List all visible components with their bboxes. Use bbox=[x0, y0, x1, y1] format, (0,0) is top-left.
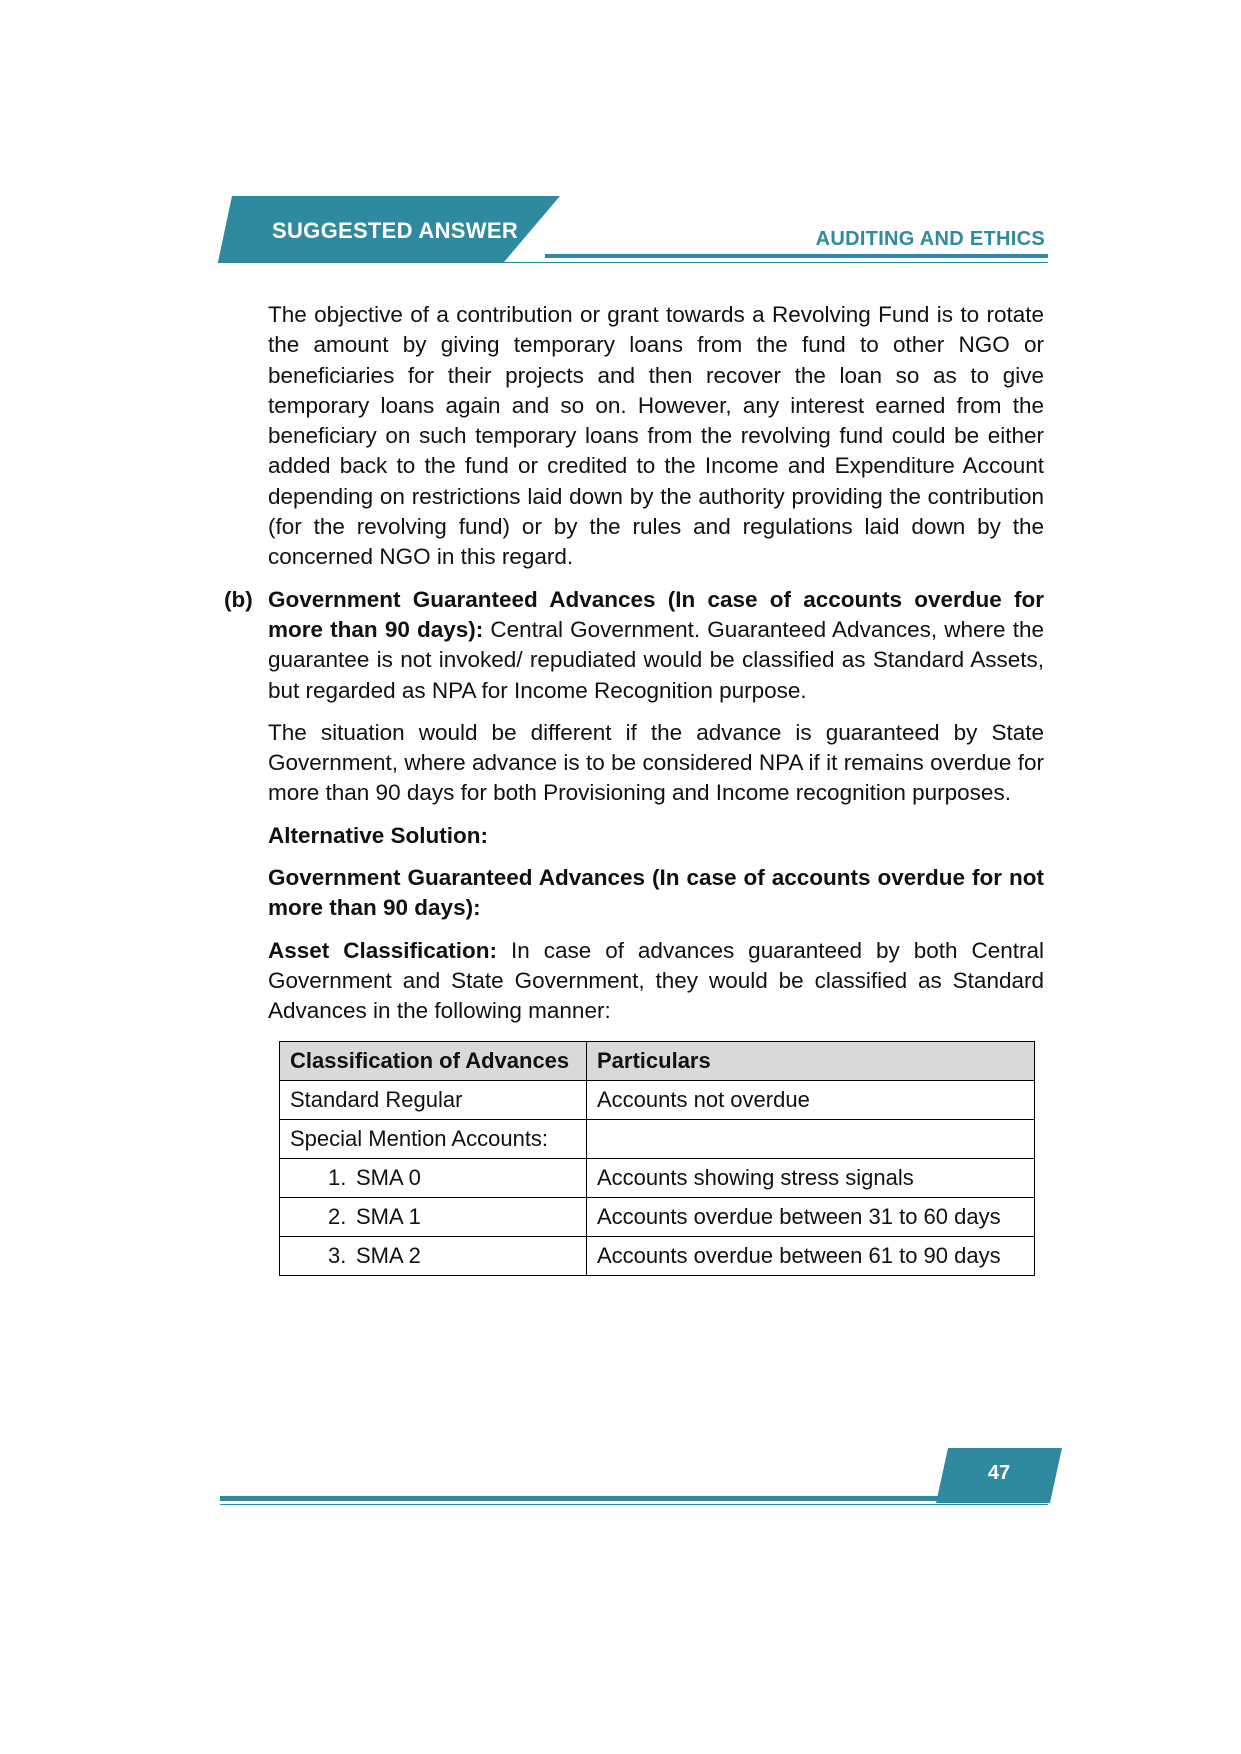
section-title: AUDITING AND ETHICS bbox=[815, 228, 1045, 250]
table-row bbox=[280, 1119, 1035, 1158]
page-number: 47 bbox=[987, 1462, 1011, 1484]
table-row bbox=[280, 1197, 1035, 1236]
cell-classification bbox=[280, 1197, 587, 1236]
item-b bbox=[224, 585, 1044, 706]
sma-label: SMA 2 bbox=[356, 1242, 421, 1268]
header-rule-thin bbox=[218, 262, 1048, 263]
cell-particulars: Accounts not overdue bbox=[587, 1080, 1035, 1119]
header-particulars: Particulars bbox=[587, 1041, 1035, 1080]
cell-particulars: Accounts showing stress signals bbox=[587, 1158, 1035, 1197]
footer-rule bbox=[220, 1496, 940, 1501]
item-b-heading: Government Guaranteed Advances (In case of accounts overdue for more than 90 days): bbox=[268, 586, 1044, 642]
table-header-row bbox=[280, 1041, 1035, 1080]
table-row bbox=[280, 1080, 1035, 1119]
paragraph-state-government: The situation would be different if the advance is guaranteed by State Government, where advance is to be considered NPA if it remains overdue for more than 90 days for both Provisioning and Income recognition purposes. bbox=[268, 719, 1044, 806]
asset-classification-text: In case of advances guaranteed by both Central Government and State Government, they would be classified as Standard Advances in the following manner: bbox=[268, 937, 1044, 1024]
cell-classification: Special Mention Accounts: bbox=[280, 1119, 587, 1158]
footer-rule-thin bbox=[220, 1504, 1048, 1505]
cell-classification: Standard Regular bbox=[280, 1080, 587, 1119]
table-row bbox=[280, 1236, 1035, 1275]
paragraph-revolving-fund: The objective of a contribution or grant towards a Revolving Fund is to rotate the amount by giving temporary loans from the fund to other NGO or beneficiaries for their projects and then recover the loan so as to give temporary loans again and so on. However, any interest earned from the beneficiary on such temporary loans from the revolving fund could be either added back to the fund or credited to the Income and Expenditure Account depending on restrictions laid down by the authority providing the contribution (for the revolving fund) or by the rules and regulations laid down by the concerned NGO in this regard. bbox=[268, 302, 1044, 570]
header-tab-label: SUGGESTED ANSWER bbox=[272, 218, 519, 243]
sma-label: SMA 0 bbox=[356, 1164, 421, 1190]
classification-table bbox=[279, 1041, 1035, 1276]
list-number: 3. bbox=[328, 1242, 347, 1268]
alternative-solution-heading: Alternative Solution: bbox=[268, 822, 489, 848]
item-label: (b) bbox=[224, 586, 253, 612]
sma-label: SMA 1 bbox=[356, 1203, 421, 1229]
asset-classification-heading: Asset Classification: bbox=[268, 937, 498, 963]
item-b-text: Central Government. Guaranteed Advances, where the guarantee is not invoked/ repudiated would be classified as Standard Assets, but regarded as NPA for Income Recognition purpose. bbox=[268, 616, 1044, 703]
alternative-subheading: Government Guaranteed Advances (In case of accounts overdue for not more than 90 days): bbox=[268, 865, 1044, 921]
paragraph-item-b bbox=[268, 585, 1044, 706]
header-classification: Classification of Advances bbox=[280, 1041, 587, 1080]
list-number: 1. bbox=[328, 1164, 347, 1190]
table-row bbox=[280, 1158, 1035, 1197]
header-rule bbox=[545, 254, 1048, 258]
cell-classification bbox=[280, 1236, 587, 1275]
list-number: 2. bbox=[328, 1203, 347, 1229]
main-content bbox=[224, 300, 1044, 1276]
cell-particulars bbox=[587, 1119, 1035, 1158]
cell-particulars: Accounts overdue between 61 to 90 days bbox=[587, 1236, 1035, 1275]
cell-classification bbox=[280, 1158, 587, 1197]
paragraph-asset-classification bbox=[268, 936, 1044, 1027]
cell-particulars: Accounts overdue between 31 to 60 days bbox=[587, 1197, 1035, 1236]
